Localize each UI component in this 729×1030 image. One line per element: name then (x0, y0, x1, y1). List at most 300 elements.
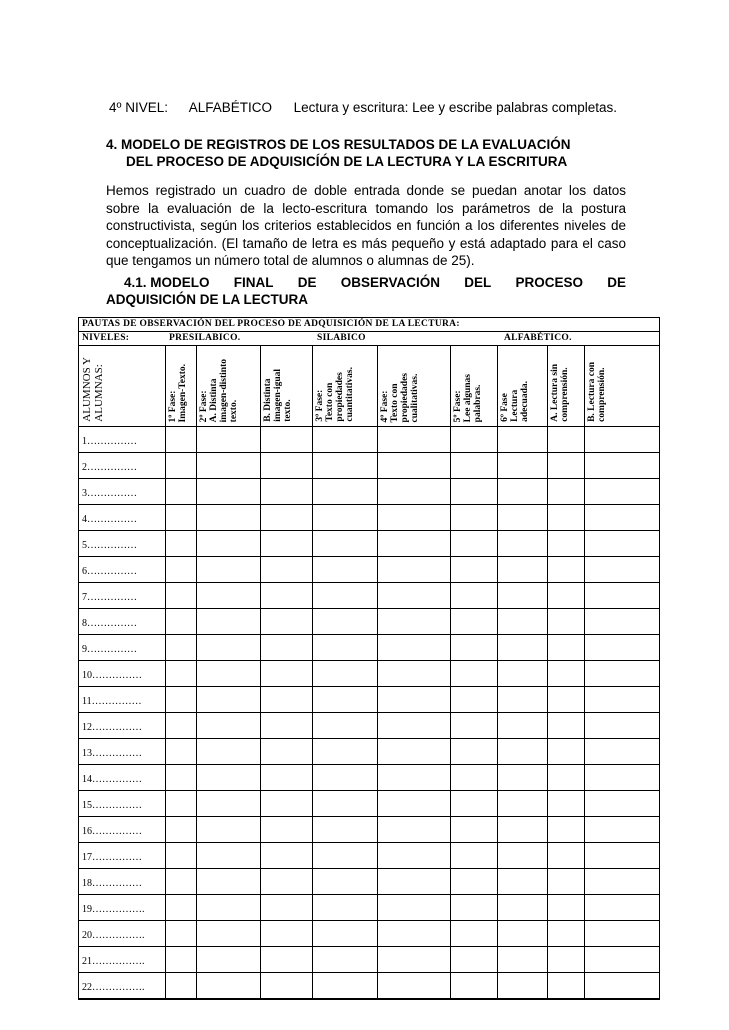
observation-cell[interactable] (312, 791, 377, 816)
observation-cell[interactable] (196, 453, 260, 478)
observation-cell[interactable] (312, 713, 377, 738)
student-number-label: 7…………… (82, 592, 137, 603)
observation-cell[interactable] (377, 765, 450, 790)
observation-cell[interactable] (260, 973, 312, 998)
observation-cell[interactable] (196, 479, 260, 504)
section-4-line-2: DEL PROCESO DE ADQUISICÍÓN DE LA LECTURA Y LA ESCRITURA (126, 154, 568, 169)
observation-cell[interactable] (165, 687, 196, 712)
observation-cell[interactable] (377, 609, 450, 634)
table-row (79, 921, 659, 947)
observation-cell[interactable] (584, 687, 659, 712)
student-number-label: 2…………… (82, 462, 137, 473)
table-row (79, 973, 659, 999)
observation-cell[interactable] (377, 661, 450, 686)
observation-cell[interactable] (497, 531, 547, 556)
observation-cell[interactable] (312, 973, 377, 998)
student-name-cell (79, 609, 165, 634)
observation-cell[interactable] (377, 973, 450, 998)
observation-cell[interactable] (584, 635, 659, 660)
observation-cell[interactable] (165, 921, 196, 946)
observation-cell[interactable] (450, 609, 497, 634)
table-levels-row (79, 332, 659, 346)
student-name-cell (79, 505, 165, 530)
observation-cell[interactable] (497, 765, 547, 790)
observation-cell[interactable] (497, 505, 547, 530)
student-name-cell (79, 427, 165, 452)
observation-cell[interactable] (312, 583, 377, 608)
table-row (79, 505, 659, 531)
observation-cell[interactable] (312, 687, 377, 712)
observation-cell[interactable] (497, 635, 547, 660)
observation-cell[interactable] (547, 427, 584, 452)
observation-cell[interactable] (312, 817, 377, 842)
observation-cell[interactable] (165, 635, 196, 660)
observation-cell[interactable] (547, 739, 584, 764)
column-header-cell (312, 346, 377, 426)
observation-cell[interactable] (260, 609, 312, 634)
observation-cell[interactable] (312, 609, 377, 634)
observation-cell[interactable] (584, 453, 659, 478)
student-name-cell (79, 453, 165, 478)
observation-cell[interactable] (196, 427, 260, 452)
observation-cell[interactable] (260, 505, 312, 530)
observation-cell[interactable] (165, 505, 196, 530)
observation-cell[interactable] (312, 843, 377, 868)
observation-cell[interactable] (584, 869, 659, 894)
observation-cell[interactable] (196, 661, 260, 686)
subsection-word: FINAL (233, 275, 274, 290)
observation-cell[interactable] (547, 843, 584, 868)
student-number-label: 11…………… (82, 696, 142, 707)
student-number-label: 13…………… (82, 748, 142, 759)
observation-cell[interactable] (196, 713, 260, 738)
observation-cell[interactable] (377, 817, 450, 842)
observation-cell[interactable] (165, 791, 196, 816)
observation-cell[interactable] (196, 817, 260, 842)
observation-cell[interactable] (450, 583, 497, 608)
observation-cell[interactable] (497, 427, 547, 452)
observation-cell[interactable] (497, 713, 547, 738)
table-row (79, 531, 659, 557)
students-header: ALUMNOS Y ALUMNAS: (81, 357, 105, 422)
column-header-label: 4º Fase: Texto con propiedades cualitativas. (380, 372, 420, 422)
observation-cell[interactable] (497, 843, 547, 868)
student-name-cell (79, 973, 165, 998)
student-number-label: 21……………. (82, 956, 145, 967)
niveles-label: NIVELES: (82, 333, 130, 343)
observation-cell[interactable] (312, 479, 377, 504)
student-number-label: 22……………. (82, 982, 145, 993)
observation-cell[interactable] (165, 739, 196, 764)
observation-cell[interactable] (196, 583, 260, 608)
table-row (79, 453, 659, 479)
observation-cell[interactable] (312, 921, 377, 946)
observation-cell[interactable] (165, 557, 196, 582)
table-row (79, 843, 659, 869)
student-number-label: 1…………… (82, 436, 137, 447)
level-silabico: SILABICO (317, 333, 366, 343)
observation-cell[interactable] (377, 895, 450, 920)
observation-cell[interactable] (547, 583, 584, 608)
observation-cell[interactable] (165, 973, 196, 998)
observation-cell[interactable] (547, 869, 584, 894)
column-header-cell (260, 346, 312, 426)
column-header-label: 2º Fase: A. Distinta imagen-distinto texto. (199, 358, 239, 422)
observation-cell[interactable] (196, 843, 260, 868)
observation-cell[interactable] (260, 531, 312, 556)
observation-cell[interactable] (260, 427, 312, 452)
student-name-cell (79, 583, 165, 608)
observation-cell[interactable] (165, 661, 196, 686)
student-number-label: 16…………… (82, 826, 142, 837)
observation-cell[interactable] (547, 479, 584, 504)
observation-cell[interactable] (312, 557, 377, 582)
observation-cell[interactable] (547, 635, 584, 660)
student-number-label: 15…………… (82, 800, 142, 811)
observation-cell[interactable] (165, 713, 196, 738)
observation-cell[interactable] (497, 609, 547, 634)
observation-cell[interactable] (547, 505, 584, 530)
table-row (79, 765, 659, 791)
student-name-cell (79, 531, 165, 556)
observation-cell[interactable] (584, 791, 659, 816)
table-row (79, 427, 659, 453)
level-presilabico: PRESILABICO. (169, 333, 241, 343)
observation-cell[interactable] (312, 765, 377, 790)
level-alfabetico: ALFABÉTICO. (504, 333, 572, 343)
observation-cell[interactable] (547, 713, 584, 738)
observation-cell[interactable] (377, 739, 450, 764)
observation-cell[interactable] (450, 921, 497, 946)
observation-cell[interactable] (547, 791, 584, 816)
observation-cell[interactable] (165, 869, 196, 894)
observation-cell[interactable] (450, 505, 497, 530)
student-name-cell (79, 947, 165, 972)
observation-cell[interactable] (260, 739, 312, 764)
observation-cell[interactable] (165, 947, 196, 972)
observation-cell[interactable] (165, 609, 196, 634)
subsection-word: 4.1. MODELO (124, 275, 210, 290)
observation-cell[interactable] (547, 921, 584, 946)
column-header-label: 5º Fase: Lee algunas palabras. (453, 373, 483, 422)
column-header-row (79, 346, 659, 427)
student-name-cell (79, 765, 165, 790)
observation-cell[interactable] (547, 973, 584, 998)
observation-cell[interactable] (260, 921, 312, 946)
observation-cell[interactable] (547, 765, 584, 790)
observation-cell[interactable] (450, 791, 497, 816)
observation-table (78, 317, 660, 1000)
observation-cell[interactable] (584, 531, 659, 556)
table-row (79, 479, 659, 505)
observation-cell[interactable] (165, 765, 196, 790)
observation-cell[interactable] (165, 843, 196, 868)
observation-cell[interactable] (377, 947, 450, 972)
students-header-cell (79, 346, 165, 426)
column-header-cell (547, 346, 584, 426)
observation-cell[interactable] (584, 505, 659, 530)
observation-cell[interactable] (377, 635, 450, 660)
observation-cell[interactable] (377, 427, 450, 452)
subsection-4-1-heading (106, 274, 626, 308)
column-header-label: 3º Fase: Texto con propiedades cuantitativas. (315, 367, 355, 422)
table-row (79, 791, 659, 817)
student-name-cell (79, 557, 165, 582)
student-rows (79, 427, 659, 999)
table-row (79, 739, 659, 765)
observation-cell[interactable] (450, 661, 497, 686)
observation-cell[interactable] (450, 895, 497, 920)
observation-cell[interactable] (450, 635, 497, 660)
observation-cell[interactable] (165, 479, 196, 504)
observation-cell[interactable] (377, 687, 450, 712)
student-name-cell (79, 739, 165, 764)
student-number-label: 18…………… (82, 878, 142, 889)
observation-cell[interactable] (196, 687, 260, 712)
observation-cell[interactable] (450, 869, 497, 894)
observation-cell[interactable] (312, 739, 377, 764)
observation-cell[interactable] (260, 661, 312, 686)
observation-cell[interactable] (547, 453, 584, 478)
observation-cell[interactable] (497, 817, 547, 842)
student-number-label: 9…………… (82, 644, 137, 655)
observation-cell[interactable] (450, 453, 497, 478)
observation-cell[interactable] (584, 479, 659, 504)
student-number-label: 6…………… (82, 566, 137, 577)
observation-cell[interactable] (196, 765, 260, 790)
observation-cell[interactable] (377, 453, 450, 478)
observation-cell[interactable] (312, 947, 377, 972)
subsection-word: DE (297, 275, 317, 290)
observation-cell[interactable] (377, 843, 450, 868)
observation-cell[interactable] (377, 505, 450, 530)
observation-cell[interactable] (260, 635, 312, 660)
observation-cell[interactable] (312, 635, 377, 660)
observation-cell[interactable] (547, 895, 584, 920)
observation-cell[interactable] (497, 583, 547, 608)
observation-cell[interactable] (497, 687, 547, 712)
column-header-label: B. Lectura con comprensión. (587, 362, 607, 422)
observation-cell[interactable] (584, 895, 659, 920)
column-header-cell (196, 346, 260, 426)
observation-cell[interactable] (377, 921, 450, 946)
observation-cell[interactable] (497, 739, 547, 764)
student-name-cell (79, 869, 165, 894)
student-name-cell (79, 791, 165, 816)
column-header-cell (165, 346, 196, 426)
observation-cell[interactable] (260, 765, 312, 790)
table-row (79, 557, 659, 583)
observation-cell[interactable] (450, 843, 497, 868)
observation-cell[interactable] (547, 609, 584, 634)
observation-cell[interactable] (196, 869, 260, 894)
observation-cell[interactable] (450, 817, 497, 842)
observation-cell[interactable] (196, 557, 260, 582)
observation-cell[interactable] (260, 869, 312, 894)
observation-cell[interactable] (165, 531, 196, 556)
observation-cell[interactable] (497, 869, 547, 894)
observation-cell[interactable] (260, 713, 312, 738)
observation-cell[interactable] (165, 427, 196, 452)
observation-cell[interactable] (260, 817, 312, 842)
observation-cell[interactable] (260, 895, 312, 920)
observation-cell[interactable] (196, 947, 260, 972)
observation-cell[interactable] (497, 921, 547, 946)
table-row (79, 687, 659, 713)
student-number-label: 20……………. (82, 930, 145, 941)
table-title-row (79, 318, 659, 332)
observation-cell[interactable] (377, 531, 450, 556)
observation-cell[interactable] (196, 609, 260, 634)
observation-cell[interactable] (450, 687, 497, 712)
observation-cell[interactable] (312, 427, 377, 452)
table-row (79, 947, 659, 973)
student-number-label: 12…………… (82, 722, 142, 733)
table-row (79, 895, 659, 921)
observation-cell[interactable] (450, 713, 497, 738)
observation-cell[interactable] (260, 479, 312, 504)
nivel-line (109, 100, 617, 115)
observation-cell[interactable] (497, 557, 547, 582)
observation-cell[interactable] (260, 843, 312, 868)
observation-cell[interactable] (584, 713, 659, 738)
student-number-label: 19……………. (82, 904, 145, 915)
observation-cell[interactable] (497, 973, 547, 998)
observation-cell[interactable] (196, 739, 260, 764)
observation-cell[interactable] (584, 817, 659, 842)
observation-cell[interactable] (165, 817, 196, 842)
observation-cell[interactable] (547, 557, 584, 582)
student-number-label: 8…………… (82, 618, 137, 629)
observation-cell[interactable] (450, 531, 497, 556)
subsection-word: DE (607, 275, 626, 290)
table-row (79, 869, 659, 895)
subsection-word: DEL (464, 275, 492, 290)
observation-cell[interactable] (497, 479, 547, 504)
subsection-word: PROCESO (515, 275, 583, 290)
table-title: PAUTAS DE OBSERVACIÓN DEL PROCESO DE ADQUISICIÓN DE LA LECTURA: (82, 319, 460, 329)
observation-cell[interactable] (196, 505, 260, 530)
observation-cell[interactable] (450, 739, 497, 764)
column-header-cell (377, 346, 450, 426)
observation-cell[interactable] (312, 505, 377, 530)
column-header-label: A. Lectura sin comprensión. (550, 364, 570, 422)
observation-cell[interactable] (584, 583, 659, 608)
observation-cell[interactable] (584, 661, 659, 686)
observation-cell[interactable] (450, 557, 497, 582)
observation-cell[interactable] (450, 973, 497, 998)
observation-cell[interactable] (260, 583, 312, 608)
section-4-heading (106, 136, 626, 170)
nivel-name: ALFABÉTICO (188, 100, 273, 115)
observation-cell[interactable] (547, 947, 584, 972)
column-header-cell (497, 346, 547, 426)
observation-cell[interactable] (377, 713, 450, 738)
observation-cell[interactable] (450, 765, 497, 790)
observation-cell[interactable] (312, 531, 377, 556)
observation-cell[interactable] (312, 661, 377, 686)
observation-cell[interactable] (260, 453, 312, 478)
observation-cell[interactable] (377, 869, 450, 894)
observation-cell[interactable] (497, 453, 547, 478)
observation-cell[interactable] (377, 583, 450, 608)
observation-cell[interactable] (260, 791, 312, 816)
observation-cell[interactable] (196, 635, 260, 660)
observation-cell[interactable] (196, 791, 260, 816)
student-name-cell (79, 817, 165, 842)
table-row (79, 661, 659, 687)
observation-cell[interactable] (497, 947, 547, 972)
column-header-label: B. Distinta imagen-igual texto. (263, 369, 293, 422)
student-number-label: 10…………… (82, 670, 142, 681)
observation-cell[interactable] (547, 661, 584, 686)
observation-cell[interactable] (547, 531, 584, 556)
observation-cell[interactable] (450, 427, 497, 452)
observation-cell[interactable] (497, 895, 547, 920)
student-name-cell (79, 843, 165, 868)
observation-cell[interactable] (547, 687, 584, 712)
observation-cell[interactable] (312, 453, 377, 478)
observation-cell[interactable] (584, 427, 659, 452)
observation-cell[interactable] (584, 609, 659, 634)
student-number-label: 4…………… (82, 514, 137, 525)
observation-cell[interactable] (450, 479, 497, 504)
student-number-label: 14…………… (82, 774, 142, 785)
nivel-label: 4º NIVEL: (109, 100, 168, 115)
observation-cell[interactable] (584, 765, 659, 790)
observation-cell[interactable] (260, 557, 312, 582)
observation-cell[interactable] (260, 687, 312, 712)
table-row (79, 713, 659, 739)
observation-cell[interactable] (196, 531, 260, 556)
column-header-cell (450, 346, 497, 426)
observation-cell[interactable] (377, 791, 450, 816)
observation-cell[interactable] (584, 973, 659, 998)
intro-paragraph: Hemos registrado un cuadro de doble entrada donde se puedan anotar los datos sobre la evaluación de la lecto-escritura tomando los parámetros de la postura constructivista, según los criterios establecidos en función a los diferentes niveles de conceptualización. (El tamaño de letra es más pequeño y está adaptado para el caso que tengamos un número total de alumnos o alumnas de 25). (106, 183, 626, 268)
observation-cell[interactable] (165, 453, 196, 478)
observation-cell[interactable] (584, 739, 659, 764)
nivel-description: Lectura y escritura: Lee y escribe palabras completas. (293, 100, 617, 115)
column-header-label: 1º Fase: Imagen-Texto. (168, 363, 188, 422)
observation-cell[interactable] (584, 947, 659, 972)
observation-cell[interactable] (497, 791, 547, 816)
observation-cell[interactable] (312, 895, 377, 920)
observation-cell[interactable] (377, 557, 450, 582)
observation-cell[interactable] (165, 583, 196, 608)
observation-cell[interactable] (584, 921, 659, 946)
observation-cell[interactable] (165, 895, 196, 920)
observation-cell[interactable] (584, 843, 659, 868)
observation-cell[interactable] (547, 817, 584, 842)
observation-cell[interactable] (450, 947, 497, 972)
student-name-cell (79, 713, 165, 738)
observation-cell[interactable] (312, 869, 377, 894)
student-name-cell (79, 895, 165, 920)
student-name-cell (79, 661, 165, 686)
observation-cell[interactable] (377, 479, 450, 504)
observation-cell[interactable] (497, 661, 547, 686)
observation-cell[interactable] (196, 895, 260, 920)
observation-cell[interactable] (584, 557, 659, 582)
table-row (79, 583, 659, 609)
table-row (79, 635, 659, 661)
student-number-label: 3…………… (82, 488, 137, 499)
observation-cell[interactable] (260, 947, 312, 972)
table-row (79, 609, 659, 635)
observation-cell[interactable] (196, 921, 260, 946)
subsection-word: OBSERVACIÓN (340, 275, 441, 290)
observation-cell[interactable] (196, 973, 260, 998)
